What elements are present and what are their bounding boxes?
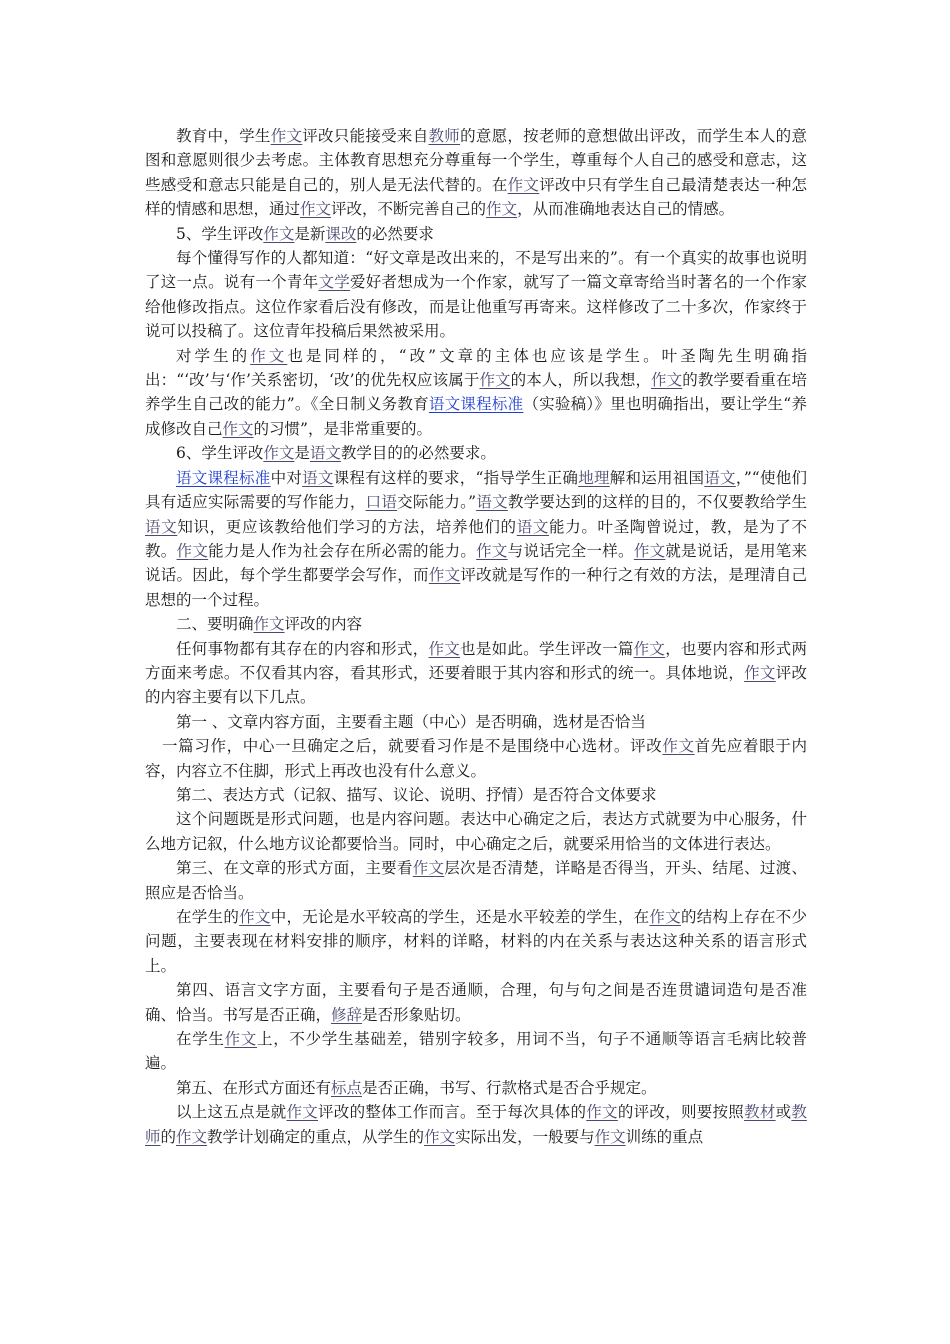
inline-link[interactable]: 语文 [704, 468, 736, 487]
text-run: 上，不少学生基础差，错别字较多，用词不当，句子不通顺等语言毛病比较普遍。 [145, 1030, 807, 1073]
text-run: 实际出发，一般要与 [455, 1127, 595, 1146]
paragraph-s5 [145, 1076, 807, 1100]
text-run: 交际能力。” [397, 493, 477, 512]
inline-link[interactable]: 作文 [479, 371, 511, 390]
text-run: 二、要明确 [176, 615, 254, 634]
inline-link[interactable]: 课改 [325, 224, 357, 243]
inline-link[interactable]: 作文 [263, 224, 295, 243]
text-run: 的必然要求 [356, 224, 434, 243]
inline-link[interactable]: 语文 [145, 517, 178, 536]
inline-link[interactable]: 作文 [412, 859, 445, 878]
text-run: 教学计划确定的重点，从学生的 [207, 1127, 425, 1146]
text-run: 的习惯”，是非常重要的。 [253, 419, 432, 438]
text-run: 知识，更应该教给他们学习的方法，培养他们的 [177, 517, 517, 536]
text-run: 与说话完全一样。 [507, 541, 634, 560]
inline-link[interactable]: 作文 [253, 615, 285, 634]
text-run: 评改的内容主要有以下几点。 [145, 663, 807, 707]
paragraph-h2 [145, 612, 807, 636]
text-run: 的结构上存在不少问题，主要表现在材料安排的顺序，材料的详略，材料的内在关系与表达这种关系的语言形式上。 [145, 908, 807, 975]
inline-link[interactable]: 标点 [331, 1078, 363, 1097]
text-run: 课程有这样的要求，“指导学生正确 [333, 468, 579, 487]
paragraph-p1 [145, 124, 807, 222]
paragraph-p8 [145, 905, 807, 978]
text-run: 对学生的 [176, 346, 251, 365]
document-body [145, 124, 807, 1149]
inline-link[interactable]: 作文 [662, 737, 695, 756]
text-run: 第五、在形式方面还有 [176, 1078, 332, 1097]
inline-link[interactable]: 作文 [633, 541, 666, 560]
inline-link[interactable]: 作文 [176, 541, 209, 560]
inline-link[interactable]: 作文 [224, 1030, 257, 1049]
text-run: 的本人，所以我想， [510, 371, 652, 390]
inline-link[interactable]: 文学 [318, 273, 350, 292]
text-run: 中对 [270, 468, 303, 487]
paragraph-s2 [145, 783, 807, 807]
text-run: 是新 [294, 224, 326, 243]
text-run: 评改就是写作的一种行之有效的方法，是理清自己思想的一个过程。 [145, 566, 807, 609]
inline-link[interactable]: 作文 [507, 175, 540, 194]
text-run: 中，无论是水平较高的学生，还是水平较差的学生，在 [270, 908, 650, 926]
inline-link[interactable]: 教师 [428, 127, 461, 145]
text-run: ，也要内容和形式两方面来考虑。不仅看其内容，看其形式，还要着眼于其内容和形式的统一。具体地说， [145, 639, 807, 682]
inline-link[interactable]: 作文 [633, 639, 666, 658]
text-run: ，”“使他们具有适应实际需要的写作能力， [145, 468, 807, 512]
text-run: 也是如此。学生评改一篇 [460, 639, 634, 658]
text-run: 评改中只有学生自己最清楚表达一种怎样的情感和思想，通过 [145, 175, 807, 219]
text-run: 是否正确，书写、行款格式是否合乎规定。 [362, 1078, 657, 1097]
inline-link[interactable]: 作文 [428, 566, 461, 585]
inline-link[interactable]: 作文 [300, 200, 332, 219]
text-run: 每个懂得写作的人都知道：“好文章是改出来的，不是写出来的”。有一个真实的故事也说明了这一点。说有一个青年 [145, 249, 807, 292]
text-run: 能力。叶圣陶曾说过，教，是为了不教。 [145, 517, 807, 560]
paragraph-p4 [145, 466, 807, 612]
inline-link[interactable]: 地理 [578, 468, 610, 487]
paragraph-h6 [145, 441, 807, 465]
paragraph-s3 [145, 856, 807, 905]
inline-link[interactable]: 作文 [594, 1127, 626, 1146]
text-run: 在学生 [176, 1030, 225, 1049]
inline-link[interactable]: 作文 [263, 444, 295, 463]
text-run: 的评改，则要按照 [617, 1103, 745, 1122]
inline-link[interactable]: 作文 [486, 200, 518, 219]
inline-link[interactable]: 语文 [302, 468, 334, 487]
text-run: ，从而准确地表达自己的情感。 [517, 200, 735, 219]
inline-link[interactable]: 作文 [424, 1127, 456, 1146]
text-run: 训练的重点 [625, 1127, 704, 1146]
text-run: 第三、在文章的形式方面，主要看 [176, 859, 413, 878]
text-run: 的意愿，按老师的意想做出评改，而学生本人的意图和意愿则很少去考虑。主体教育思想充分尊重每一个学生，尊重每个人自己的感受和意志，这些感受和意志只能是自己的，别人是无法代替的。在 [145, 127, 807, 194]
inline-link[interactable]: 作文 [239, 908, 271, 926]
text-run: 的教学要看重在培养学生自己改的能力”。《全日制义务教育 [145, 371, 807, 414]
inline-link[interactable]: 作文 [476, 541, 508, 560]
text-run: 6、学生评改 [176, 444, 264, 463]
paragraph-p9 [145, 1027, 807, 1076]
text-run: 评改的内容 [284, 615, 363, 634]
inline-link[interactable]: 作文 [286, 1103, 319, 1122]
text-run: 的 [160, 1127, 177, 1146]
inline-link[interactable]: 作文 [649, 908, 681, 926]
paragraph-p2 [145, 246, 807, 344]
text-run: 爱好者想成为一个作家，就写了一篇文章寄给当时著名的一个作家给他修改指点。这位作家看后没有修改，而是让他重写再寄来。这样修改了二十多次，作家终于说可以投稿了。这位青年投稿后果然被采用。 [145, 273, 807, 341]
inline-link[interactable]: 作文 [651, 371, 683, 390]
text-run: 也是同样的，“改”文章的主体也应该是学生。叶圣陶先生明确指出：“‘改’与‘作’关系密切，‘改’的优先权应该属于 [145, 346, 807, 390]
text-run: 教育中，学生 [176, 127, 271, 145]
text-run: 教学要达到的这样的目的，不仅要教给学生 [507, 493, 807, 512]
text-run: 教学目的的必然要求。 [340, 444, 496, 463]
inline-link[interactable]: 作文 [586, 1103, 618, 1122]
text-run: 这个问题既是形式问题，也是内容问题。表达中心确定之后，表达方式就要为中心服务，什么地方记叙，什么地方议论都要恰当。同时，中心确定之后，就要采用恰当的文体进行表达。 [145, 810, 807, 853]
text-run: 第二、表达方式（记叙、描写、议论、说明、抒情）是否符合文体要求 [176, 785, 657, 804]
text-run: 任何事物都有其存在的内容和形式， [176, 639, 429, 658]
text-run: 一篇习作，中心一旦确定之后，就要看习作是不是围绕中心选材。评改 [162, 737, 663, 756]
text-run: 在学生的 [176, 908, 240, 926]
paragraph-s1 [145, 710, 807, 734]
text-run: 能力是人作为社会存在所必需的能力。 [208, 541, 477, 560]
inline-link[interactable]: 作文 [222, 419, 254, 438]
inline-link[interactable]: 语文 [476, 493, 508, 512]
inline-link[interactable]: 口语 [365, 493, 398, 512]
text-run: 第一 、文章内容方面，主要看主题（中心）是否明确，选材是否恰当 [176, 712, 646, 731]
text-run: 首先应着眼于内容，内容立不住脚，形式上再改也没有什么意义。 [145, 737, 807, 780]
text-run: 评改的整体工作而言。至于每次具体的 [318, 1103, 587, 1122]
paragraph-p10 [145, 1100, 807, 1149]
paragraph-p7 [145, 807, 807, 856]
text-run: 5、学生评改 [176, 224, 264, 243]
paragraph-p5 [145, 637, 807, 710]
paragraph-p6 [145, 734, 807, 783]
text-run: （实验稿）》里也明确指出，要让学生“养成修改自己 [145, 395, 807, 438]
inline-link[interactable]: 作文 [176, 1127, 208, 1146]
text-run: 或 [775, 1103, 792, 1122]
text-run: 评改，不断完善自己的 [331, 200, 487, 219]
text-run: 是否形象贴切。 [362, 1005, 471, 1024]
paragraph-h5 [145, 222, 807, 246]
text-run: 以上这五点是就 [176, 1103, 287, 1122]
text-run: 层次是否清楚，详略是否得当，开头、结尾、过渡、照应是否恰当。 [145, 859, 807, 902]
inline-link[interactable]: 语文 [516, 517, 550, 536]
inline-link[interactable]: 作文 [428, 639, 461, 658]
text-run: 解和运用祖国 [609, 468, 705, 487]
inline-link[interactable]: 语文课程标准 [428, 395, 524, 414]
paragraph-s4 [145, 978, 807, 1027]
inline-link[interactable]: 教师 [145, 1103, 807, 1146]
text-run: 就是说话，是用笔来说话。因此，每个学生都要学会写作，而 [145, 541, 807, 585]
text-run: 第四、语言文字方面，主要看句子是否通顺，合理，句与句之间是否连贯谴词造句是否准确、恰当。书写是否正确， [145, 981, 807, 1024]
inline-link[interactable]: 作文 [270, 127, 303, 145]
inline-link[interactable]: 作文 [744, 663, 776, 682]
inline-link[interactable]: 修辞 [331, 1005, 363, 1024]
inline-link[interactable]: 语文课程标准 [176, 468, 271, 487]
text-run: 评改只能接受来自 [302, 127, 429, 145]
paragraph-p3 [145, 344, 807, 442]
inline-link[interactable]: 语文 [309, 444, 341, 463]
inline-link[interactable]: 教材 [744, 1103, 776, 1122]
inline-link[interactable]: 作文 [250, 346, 288, 365]
text-run: 是 [294, 444, 310, 463]
